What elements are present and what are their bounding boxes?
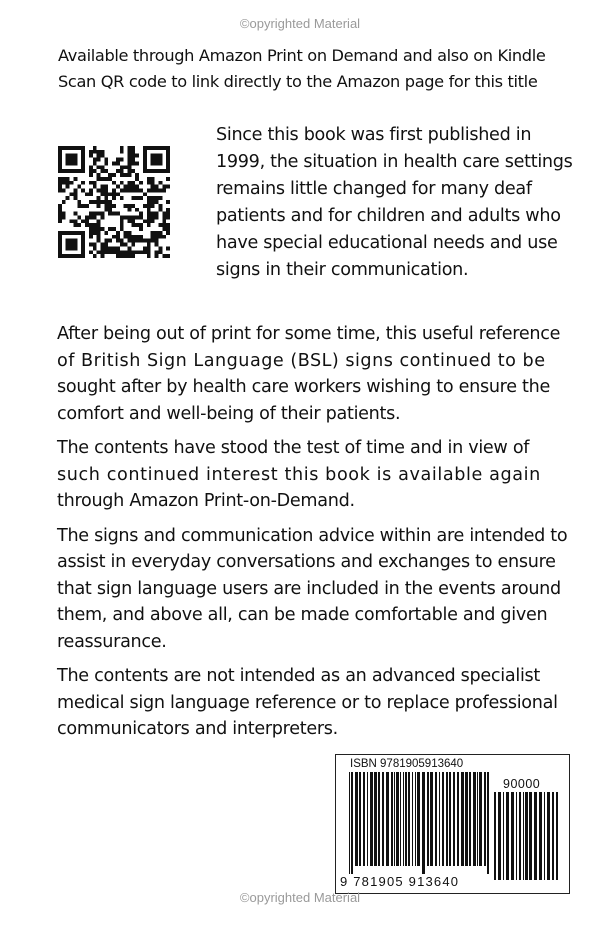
barcode-addon-bars (494, 792, 560, 888)
side-line: signs in their communication. (216, 260, 469, 280)
text-line: of British Sign Language (BSL) signs continued to be (57, 350, 546, 371)
isbn-barcode (335, 754, 570, 894)
intro-line: Scan QR code to link directly to the Amazon page for this title (58, 72, 538, 91)
text-line: After being out of print for some time, this useful reference (57, 324, 561, 344)
price-code: 90000 (503, 777, 541, 791)
copyright-watermark-top: ©opyrighted Material (239, 16, 361, 31)
text-line: reassurance. (57, 631, 167, 652)
intro-line: Available through Amazon Print on Demand and also on Kindle (58, 46, 546, 65)
side-line: Since this book was first published in (216, 125, 532, 145)
side-line: 1999, the situation in health care settings (216, 152, 573, 172)
side-line: have special educational needs and use (216, 233, 558, 253)
text-line: them, and above all, can be made comfortable and given (57, 605, 548, 625)
text-line: through Amazon Print-on-Demand. (57, 491, 355, 511)
text-line: that sign language users are included in the events around (57, 578, 561, 599)
text-line: communicators and interpreters. (57, 719, 338, 739)
text-line: sought after by health care workers wishing to ensure the (57, 377, 551, 397)
book-history-paragraph (216, 122, 586, 284)
barcode-bars (349, 772, 491, 874)
qr-code-icon[interactable] (58, 146, 170, 258)
description-body (57, 313, 587, 751)
text-line: The signs and communication advice within are intended to (57, 525, 568, 546)
text-line: The contents have stood the test of time and in view of (57, 438, 530, 458)
copyright-watermark-bottom: ©opyrighted Material (239, 890, 361, 905)
side-line: patients and for children and adults who (216, 206, 561, 226)
text-line: comfort and well-being of their patients. (57, 403, 401, 424)
availability-note (58, 43, 578, 95)
barcode-digits: 9 781905 913640 (340, 874, 460, 889)
text-line: such continued interest this book is available again (57, 464, 541, 485)
isbn-label: ISBN 9781905913640 (350, 758, 464, 770)
text-line: assist in everyday conversations and exchanges to ensure (57, 552, 556, 572)
text-line: The contents are not intended as an advanced specialist (57, 666, 541, 686)
text-line: medical sign language reference or to replace professional (57, 692, 558, 713)
side-line: remains little changed for many deaf (216, 179, 532, 199)
